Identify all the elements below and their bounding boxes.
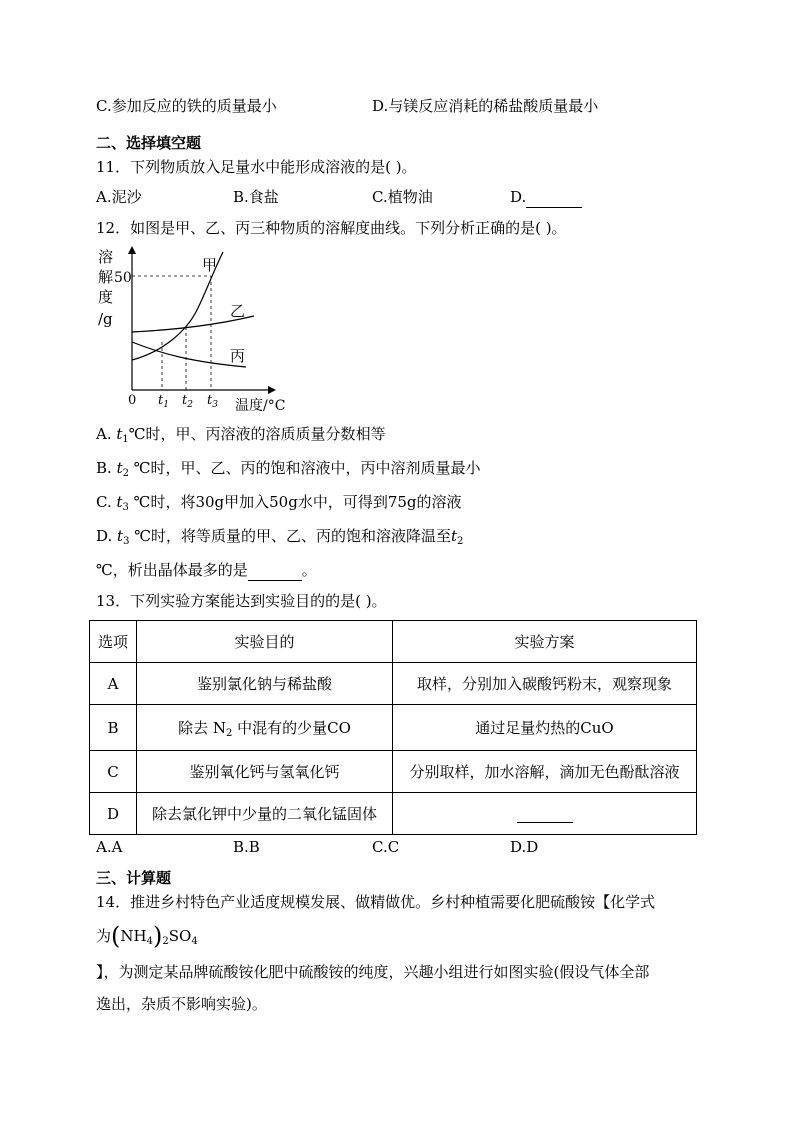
question-14-line-4: 逸出，杂质不影响实验)。 (96, 995, 267, 1013)
table-row (90, 705, 697, 751)
q13-option-a: A.A (96, 838, 123, 856)
question-12-stem: 12．如图是甲、乙、丙三种物质的溶解度曲线。下列分析正确的是( )。 (96, 219, 567, 237)
row-option: B (90, 705, 137, 751)
q11-option-a: A.泥沙 (96, 188, 142, 206)
header-goal: 实验目的 (137, 621, 393, 663)
y-tick-50: 50 (114, 270, 132, 286)
solubility-curve-graph (92, 244, 302, 416)
q12-option-b: B. $t_2$ ℃时，甲、乙、丙的饱和溶液中，丙中溶剂质量最小 (96, 459, 481, 479)
q12-option-d-continued: ℃，析出晶体最多的是 。 (96, 561, 317, 579)
row-option: C (90, 751, 137, 793)
question-14-line-1: 14．推进乡村特色产业适度规模发展、做精做优。乡村种植需要化肥硫酸铵【化学式 (96, 893, 656, 911)
table-row (90, 663, 697, 705)
x-tick-t3: $t_3$ (207, 393, 218, 410)
row-plan (393, 793, 697, 835)
table-row (90, 751, 697, 793)
x-axis-label: 温度/°C (235, 398, 286, 414)
section-title-3: 三、计算题 (96, 869, 172, 887)
q13-option-d: D.D (510, 838, 539, 856)
curve-label-bing: 丙 (230, 347, 246, 365)
table-row (90, 793, 697, 835)
experiment-table (89, 620, 697, 835)
chemical-formula: $(NH_4)_2SO_4$ (111, 922, 198, 950)
y-label-4: /g (98, 310, 113, 328)
y-label-3: 度 (98, 288, 114, 306)
origin-label: 0 (128, 393, 137, 408)
header-plan: 实验方案 (393, 621, 697, 663)
q12-option-a: A. $t_1℃$时，甲、丙溶液的溶质质量分数相等 (96, 425, 386, 445)
row-goal: 除去氯化钾中少量的二氧化锰固体 (137, 793, 393, 835)
x-tick-t2: $t_2$ (182, 393, 193, 410)
q13-option-b: B.B (233, 838, 260, 856)
q12-option-c: C. $t_3$ ℃时，将30g甲加入50g水中，可得到75g的溶液 (96, 493, 462, 513)
y-label-2: 解 (98, 268, 114, 286)
row-plan: 分别取样，加水溶解，滴加无色酚酞溶液 (393, 751, 697, 793)
q11-option-b: B.食盐 (233, 188, 279, 206)
table-header-row (90, 621, 697, 663)
row-goal: 除去 $N_2$ 中混有的少量CO (137, 705, 393, 751)
q11-option-c: C.植物油 (372, 188, 433, 206)
answer-blank (526, 187, 582, 208)
q10-option-c: C.参加反应的铁的质量最小 (96, 97, 277, 115)
question-13-stem: 13．下列实验方案能达到实验目的的是( )。 (96, 592, 387, 610)
row-goal: 鉴别氧化钙与氢氧化钙 (137, 751, 393, 793)
row-option: A (90, 663, 137, 705)
row-plan: 取样，分别加入碳酸钙粉末，观察现象 (393, 663, 697, 705)
curve-label-yi: 乙 (230, 302, 246, 320)
x-axis-arrow (268, 386, 276, 394)
row-plan: 通过足量灼热的CuO (393, 705, 697, 751)
q11-option-d: D. (510, 187, 582, 208)
row-goal: 鉴别氯化钠与稀盐酸 (137, 663, 393, 705)
curve-label-jia: 甲 (202, 256, 218, 274)
y-label-1: 溶 (98, 248, 114, 266)
q10-option-d: D.与镁反应消耗的稀盐酸质量最小 (372, 97, 599, 115)
y-axis-arrow (128, 246, 136, 254)
question-11-stem: 11．下列物质放入足量水中能形成溶液的是( )。 (96, 158, 417, 176)
question-14-line-3: 】，为测定某品牌硫酸铵化肥中硫酸铵的纯度，兴趣小组进行如图实验(假设气体全部 (96, 963, 650, 981)
q12-option-d: D. $t_3$ ℃时，将等质量的甲、乙、丙的饱和溶液降温至$t_2$ (96, 527, 464, 547)
row-option: D (90, 793, 137, 835)
header-option: 选项 (90, 621, 137, 663)
answer-blank (517, 804, 573, 823)
answer-blank (248, 560, 302, 581)
q13-option-c: C.C (372, 838, 400, 856)
section-title-2: 二、选择填空题 (96, 134, 202, 152)
question-14-line-2: 为$(NH_4)_2SO_4$ (96, 922, 198, 950)
x-tick-t1: $t_1$ (158, 393, 169, 410)
